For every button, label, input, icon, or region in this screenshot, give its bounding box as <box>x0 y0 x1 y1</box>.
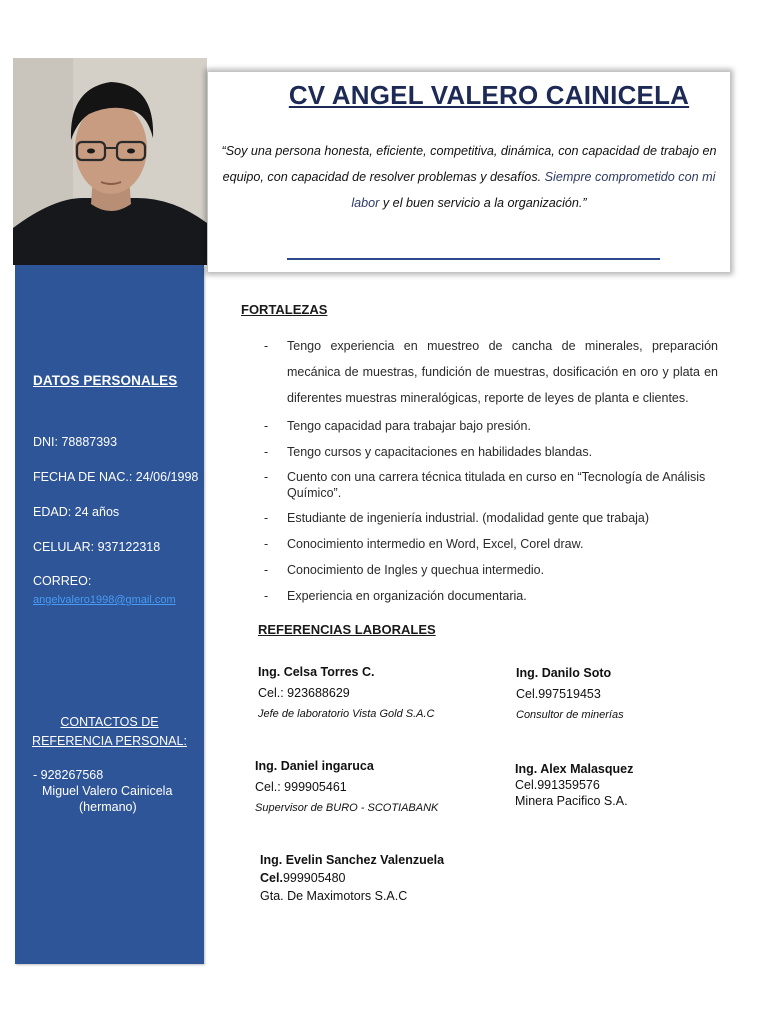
strengths-list <box>262 333 718 605</box>
reference-name: Ing. Alex Malasquez <box>515 762 634 776</box>
reference-phone-label: Cel. <box>260 871 283 885</box>
list-item: - Experiencia en organización documentaria. <box>262 587 718 605</box>
reference-card <box>258 665 435 720</box>
age-text: EDAD: 24 años <box>33 505 120 519</box>
profile-photo <box>13 58 207 265</box>
email-label: CORREO: <box>33 574 92 588</box>
list-item: - Cuento con una carrera técnica titulada en curso en “Tecnología de Análisis Químico”. <box>262 469 718 501</box>
list-item: - Conocimiento de Ingles y quechua intermedio. <box>262 561 718 579</box>
dni-text: DNI: 78887393 <box>33 435 118 449</box>
reference-job: Consultor de minerías <box>516 709 624 721</box>
quote-main: “Soy una persona honesta, eficiente, competitiva, dinámica, con capacidad de trabajo en equipo, con capacidad de resolver problemas y desafíos. <box>221 144 717 184</box>
header-divider <box>287 258 660 260</box>
email-link[interactable]: angelvalero1998@gmail.com <box>33 594 176 606</box>
strengths-heading: FORTALEZAS <box>241 302 328 317</box>
quote-end: y el buen servicio a la organización.” <box>382 196 587 210</box>
list-item: - Conocimiento intermedio en Word, Excel, Corel draw. <box>262 535 718 553</box>
reference-card <box>260 851 444 905</box>
list-item: - Tengo cursos y capacitaciones en habilidades blandas. <box>262 443 718 461</box>
reference-phone: Cel.991359576 <box>515 778 600 792</box>
contacts-heading-line-1: CONTACTOS DE <box>60 715 159 729</box>
reference-phone: Cel.: 999905461 <box>255 780 347 794</box>
person-portrait-icon <box>13 58 207 265</box>
reference-phone: Cel.997519453 <box>516 687 601 701</box>
reference-phone: 999905480 <box>282 871 346 885</box>
personal-reference-relation: (hermano) <box>79 800 137 814</box>
personal-reference-phone: - 928267568 <box>33 768 104 782</box>
contacts-heading-line-2: REFERENCIA PERSONAL: <box>32 734 187 748</box>
work-references-heading: REFERENCIAS LABORALES <box>258 622 436 637</box>
profile-quote <box>208 138 730 216</box>
reference-name: Ing. Evelin Sanchez Valenzuela <box>260 853 445 867</box>
phone-text: CELULAR: 937122318 <box>33 540 161 554</box>
list-item: - Tengo capacidad para trabajar bajo presión. <box>262 417 718 435</box>
personal-data-heading: DATOS PERSONALES <box>33 373 178 388</box>
quote-soft: Siempre comprometido con mi labor <box>351 170 716 210</box>
reference-job: Supervisor de BURO - SCOTIABANK <box>255 802 439 814</box>
reference-name: Ing. Danilo Soto <box>516 666 612 680</box>
reference-card <box>255 759 438 814</box>
reference-card <box>515 761 633 809</box>
reference-name: Ing. Celsa Torres C. <box>258 665 375 679</box>
cv-title: CV ANGEL VALERO CAINICELA <box>288 80 690 110</box>
personal-data-sidebar <box>15 265 204 964</box>
personal-reference-name: Miguel Valero Cainicela <box>42 784 173 798</box>
reference-job: Minera Pacifico S.A. <box>515 794 628 808</box>
birth-date-text: FECHA DE NAC.: 24/06/1998 <box>33 470 199 484</box>
reference-phone-line <box>260 869 444 887</box>
list-item: - Estudiante de ingeniería industrial. (modalidad gente que trabaja) <box>262 509 718 527</box>
reference-phone: Cel.: 923688629 <box>258 686 350 700</box>
personal-references-heading <box>15 713 204 751</box>
list-item: - Tengo experiencia en muestreo de cancha de minerales, preparación mecánica de muestras, fundición de muestras, dosificación en oro y plata en diferentes muestras mineralógicas, reporte de leyes de planta e clientes. <box>262 333 718 411</box>
header-box <box>208 72 730 272</box>
reference-name: Ing. Daniel ingaruca <box>255 759 374 773</box>
reference-job: Jefe de laboratorio Vista Gold S.A.C <box>258 708 435 720</box>
reference-job: Gta. De Maximotors S.A.C <box>260 889 408 903</box>
reference-card <box>516 666 624 721</box>
personal-reference <box>33 767 172 815</box>
